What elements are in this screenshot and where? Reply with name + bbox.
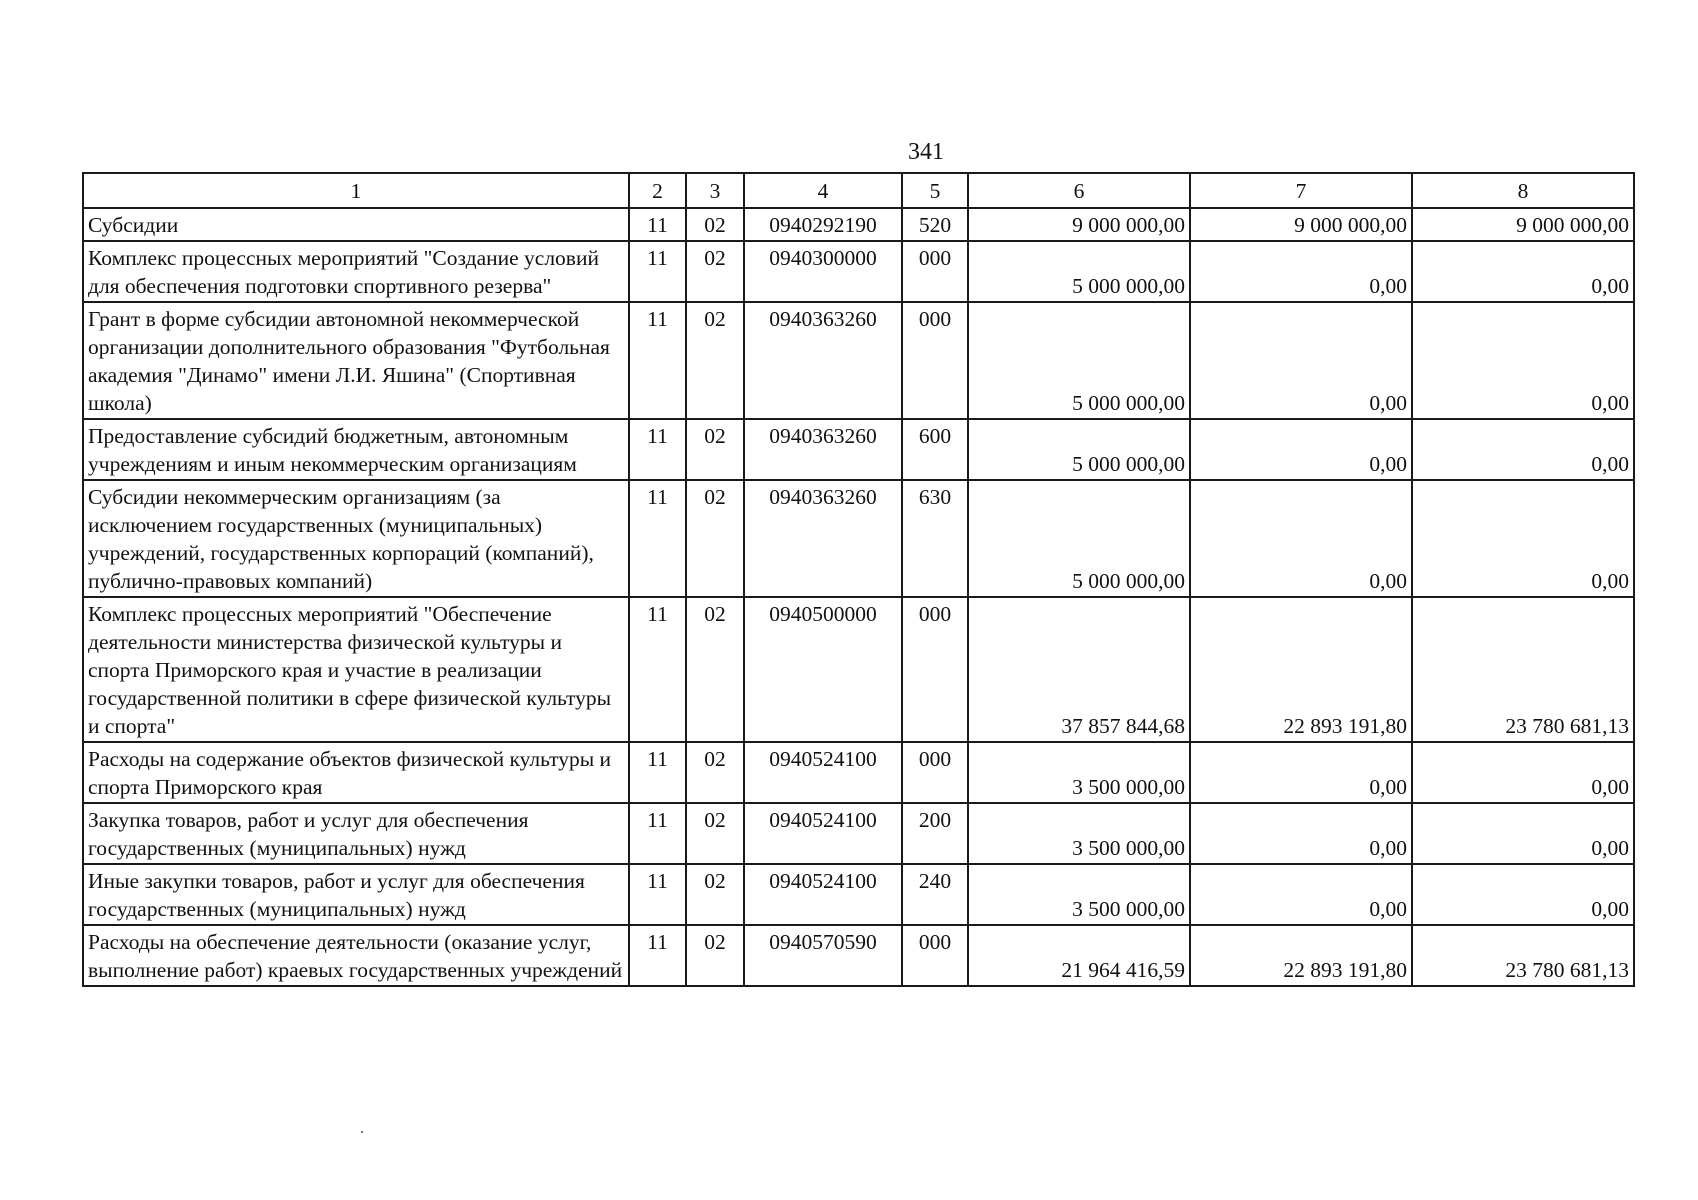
cell-target-article: 0940500000 <box>744 597 902 742</box>
table-row <box>83 803 1634 864</box>
cell-amount-col7: 0,00 <box>1190 742 1412 803</box>
cell-subsection: 02 <box>686 480 744 597</box>
table-row <box>83 597 1634 742</box>
cell-target-article: 0940524100 <box>744 803 902 864</box>
cell-name: Иные закупки товаров, работ и услуг для обеспечения государственных (муниципальных) нужд <box>83 864 629 925</box>
cell-amount-col7: 0,00 <box>1190 241 1412 302</box>
cell-amount-col6: 9 000 000,00 <box>968 208 1190 241</box>
cell-subsection: 02 <box>686 241 744 302</box>
column-header: 8 <box>1412 173 1634 208</box>
cell-name: Субсидии <box>83 208 629 241</box>
cell-expense-type: 000 <box>902 925 968 986</box>
table-row <box>83 480 1634 597</box>
cell-amount-col7: 0,00 <box>1190 803 1412 864</box>
cell-amount-col7: 0,00 <box>1190 864 1412 925</box>
table-row <box>83 208 1634 241</box>
cell-amount-col7: 22 893 191,80 <box>1190 597 1412 742</box>
column-header: 7 <box>1190 173 1412 208</box>
cell-name: Расходы на обеспечение деятельности (оказание услуг, выполнение работ) краевых государственных учреждений <box>83 925 629 986</box>
cell-section: 11 <box>629 241 686 302</box>
cell-target-article: 0940363260 <box>744 480 902 597</box>
table-row <box>83 742 1634 803</box>
cell-target-article: 0940570590 <box>744 925 902 986</box>
cell-expense-type: 630 <box>902 480 968 597</box>
cell-subsection: 02 <box>686 864 744 925</box>
cell-amount-col8: 0,00 <box>1412 241 1634 302</box>
cell-section: 11 <box>629 864 686 925</box>
cell-expense-type: 000 <box>902 302 968 419</box>
header-row <box>83 173 1634 208</box>
cell-target-article: 0940300000 <box>744 241 902 302</box>
column-header: 4 <box>744 173 902 208</box>
cell-amount-col6: 5 000 000,00 <box>968 419 1190 480</box>
cell-amount-col8: 23 780 681,13 <box>1412 925 1634 986</box>
cell-amount-col7: 22 893 191,80 <box>1190 925 1412 986</box>
cell-amount-col8: 0,00 <box>1412 302 1634 419</box>
column-header: 1 <box>83 173 629 208</box>
cell-amount-col8: 0,00 <box>1412 742 1634 803</box>
cell-name: Грант в форме субсидии автономной некоммерческой организации дополнительного образования "Футбольная академия "Динамо" имени Л.И. Яшина" (Спортивная школа) <box>83 302 629 419</box>
cell-amount-col6: 21 964 416,59 <box>968 925 1190 986</box>
cell-target-article: 0940363260 <box>744 419 902 480</box>
cell-name: Субсидии некоммерческим организациям (за исключением государственных (муниципальных) учреждений, государственных корпораций (компаний), публично-правовых компаний) <box>83 480 629 597</box>
cell-expense-type: 520 <box>902 208 968 241</box>
page-number: 341 <box>908 139 944 165</box>
cell-target-article: 0940524100 <box>744 864 902 925</box>
cell-amount-col6: 3 500 000,00 <box>968 864 1190 925</box>
cell-amount-col8: 9 000 000,00 <box>1412 208 1634 241</box>
column-header: 6 <box>968 173 1190 208</box>
cell-amount-col7: 0,00 <box>1190 302 1412 419</box>
cell-amount-col6: 5 000 000,00 <box>968 480 1190 597</box>
column-header: 5 <box>902 173 968 208</box>
cell-subsection: 02 <box>686 302 744 419</box>
cell-amount-col8: 0,00 <box>1412 480 1634 597</box>
cell-expense-type: 600 <box>902 419 968 480</box>
column-header: 2 <box>629 173 686 208</box>
cell-section: 11 <box>629 302 686 419</box>
cell-amount-col6: 5 000 000,00 <box>968 241 1190 302</box>
cell-subsection: 02 <box>686 803 744 864</box>
cell-subsection: 02 <box>686 597 744 742</box>
cell-section: 11 <box>629 419 686 480</box>
cell-target-article: 0940292190 <box>744 208 902 241</box>
cell-section: 11 <box>629 597 686 742</box>
cell-section: 11 <box>629 208 686 241</box>
cell-subsection: 02 <box>686 208 744 241</box>
cell-expense-type: 240 <box>902 864 968 925</box>
cell-name: Расходы на содержание объектов физической культуры и спорта Приморского края <box>83 742 629 803</box>
cell-amount-col7: 0,00 <box>1190 419 1412 480</box>
cell-amount-col8: 0,00 <box>1412 803 1634 864</box>
scan-speck <box>361 1131 363 1133</box>
cell-section: 11 <box>629 480 686 597</box>
table-row <box>83 241 1634 302</box>
cell-amount-col6: 37 857 844,68 <box>968 597 1190 742</box>
cell-section: 11 <box>629 742 686 803</box>
cell-section: 11 <box>629 925 686 986</box>
cell-section: 11 <box>629 803 686 864</box>
cell-amount-col8: 0,00 <box>1412 864 1634 925</box>
budget-table <box>82 172 1635 987</box>
cell-expense-type: 000 <box>902 742 968 803</box>
cell-amount-col7: 0,00 <box>1190 480 1412 597</box>
cell-expense-type: 200 <box>902 803 968 864</box>
cell-subsection: 02 <box>686 419 744 480</box>
cell-amount-col8: 23 780 681,13 <box>1412 597 1634 742</box>
cell-target-article: 0940363260 <box>744 302 902 419</box>
cell-amount-col6: 3 500 000,00 <box>968 803 1190 864</box>
cell-target-article: 0940524100 <box>744 742 902 803</box>
cell-subsection: 02 <box>686 925 744 986</box>
cell-name: Закупка товаров, работ и услуг для обеспечения государственных (муниципальных) нужд <box>83 803 629 864</box>
table-row <box>83 419 1634 480</box>
cell-amount-col8: 0,00 <box>1412 419 1634 480</box>
column-header: 3 <box>686 173 744 208</box>
cell-amount-col6: 5 000 000,00 <box>968 302 1190 419</box>
table-row <box>83 925 1634 986</box>
cell-amount-col6: 3 500 000,00 <box>968 742 1190 803</box>
cell-expense-type: 000 <box>902 597 968 742</box>
cell-name: Предоставление субсидий бюджетным, автономным учреждениям и иным некоммерческим организациям <box>83 419 629 480</box>
cell-name: Комплекс процессных мероприятий "Создание условий для обеспечения подготовки спортивного резерва" <box>83 241 629 302</box>
cell-name: Комплекс процессных мероприятий "Обеспечение деятельности министерства физической культуры и спорта Приморского края и участие в реализации государственной политики в сфере физической культуры и спорта" <box>83 597 629 742</box>
table-row <box>83 864 1634 925</box>
table-row <box>83 302 1634 419</box>
cell-amount-col7: 9 000 000,00 <box>1190 208 1412 241</box>
cell-expense-type: 000 <box>902 241 968 302</box>
cell-subsection: 02 <box>686 742 744 803</box>
